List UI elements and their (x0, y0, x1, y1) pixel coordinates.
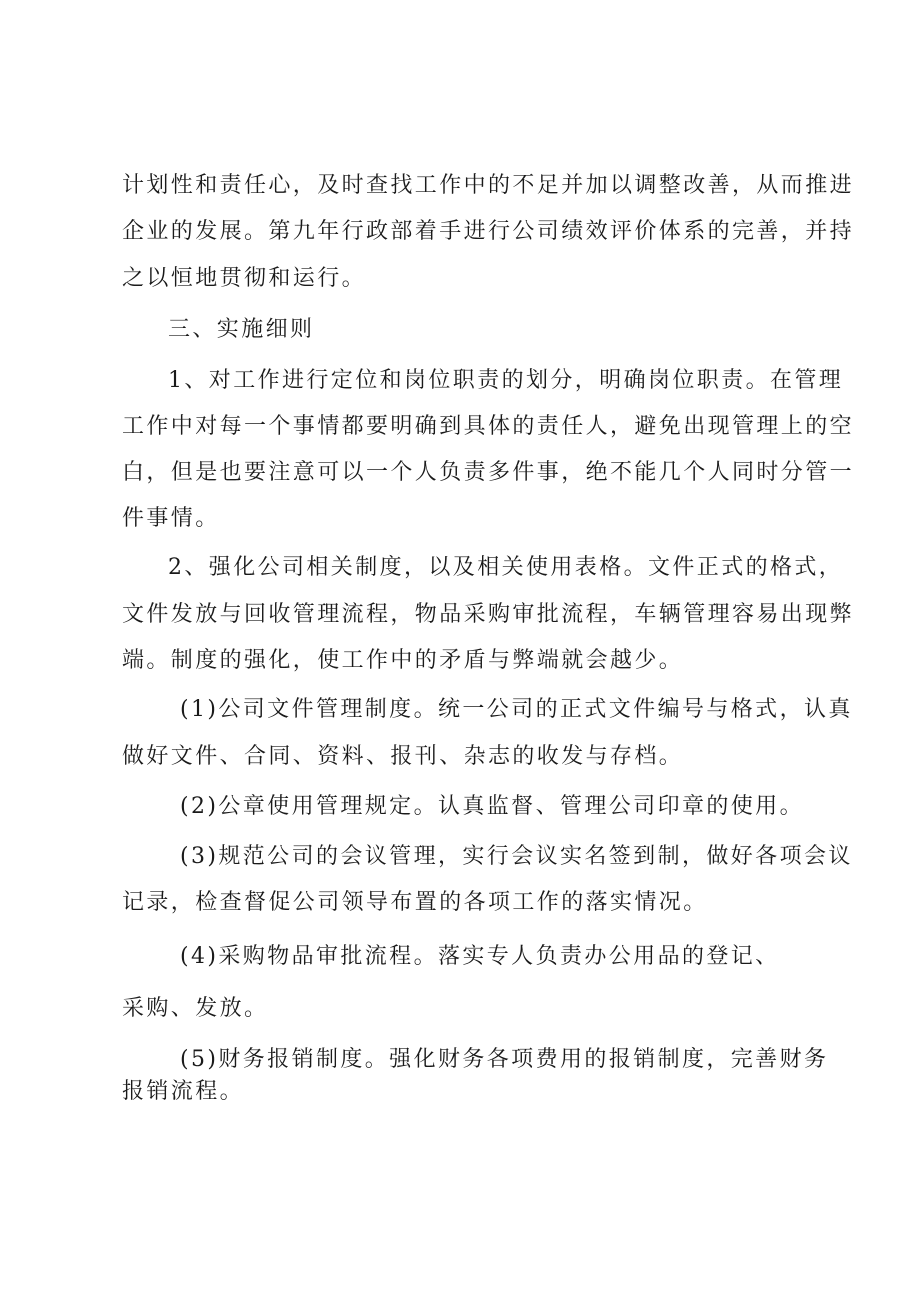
paragraph-line: 文件发放与回收管理流程，物品采购审批流程，车辆管理容易出现弊 (122, 602, 855, 627)
paragraph-line: 端。制度的强化，使工作中的矛盾与弊端就会越少。 (122, 648, 684, 673)
paragraph-line: 企业的发展。第九年行政部着手进行公司绩效评价体系的完善，并持 (122, 219, 855, 244)
list-item-line: 做好文件、合同、资料、报刊、杂志的收发与存档。 (122, 744, 684, 769)
paragraph-line: 之以恒地贯彻和运行。 (122, 266, 367, 291)
list-item-line: (5)财务报销制度。强化财务各项费用的报销制度，完善财务 (180, 1047, 829, 1072)
paragraph-line: 2、强化公司相关制度，以及相关使用表格。文件正式的格式， (168, 555, 844, 580)
list-item-line: 报销流程。 (122, 1079, 245, 1104)
paragraph-line: 工作中对每一个事情都要明确到具体的责任人，避免出现管理上的空 (122, 414, 855, 439)
list-item-line: (1)公司文件管理制度。统一公司的正式文件编号与格式，认真 (180, 697, 853, 722)
list-item-line: 采购、发放。 (122, 996, 269, 1021)
paragraph-line: 件事情。 (122, 506, 220, 531)
paragraph-line: 白，但是也要注意可以一个人负责多件事，绝不能几个人同时分管一 (122, 460, 855, 485)
list-item-line: (4)采购物品审批流程。落实专人负责办公用品的登记、 (180, 944, 780, 969)
list-item-line: (3)规范公司的会议管理，实行会议实名签到制，做好各项会议 (180, 844, 853, 869)
paragraph-line: 计划性和责任心，及时查找工作中的不足并加以调整改善，从而推进 (122, 173, 855, 198)
paragraph-line: 1、对工作进行定位和岗位职责的划分，明确岗位职责。在管理 (168, 368, 844, 393)
section-heading: 三、实施细则 (168, 317, 315, 342)
list-item-line: 记录，检查督促公司领导布置的各项工作的落实情况。 (122, 890, 708, 915)
list-item-line: (2)公章使用管理规定。认真监督、管理公司印章的使用。 (180, 794, 804, 819)
